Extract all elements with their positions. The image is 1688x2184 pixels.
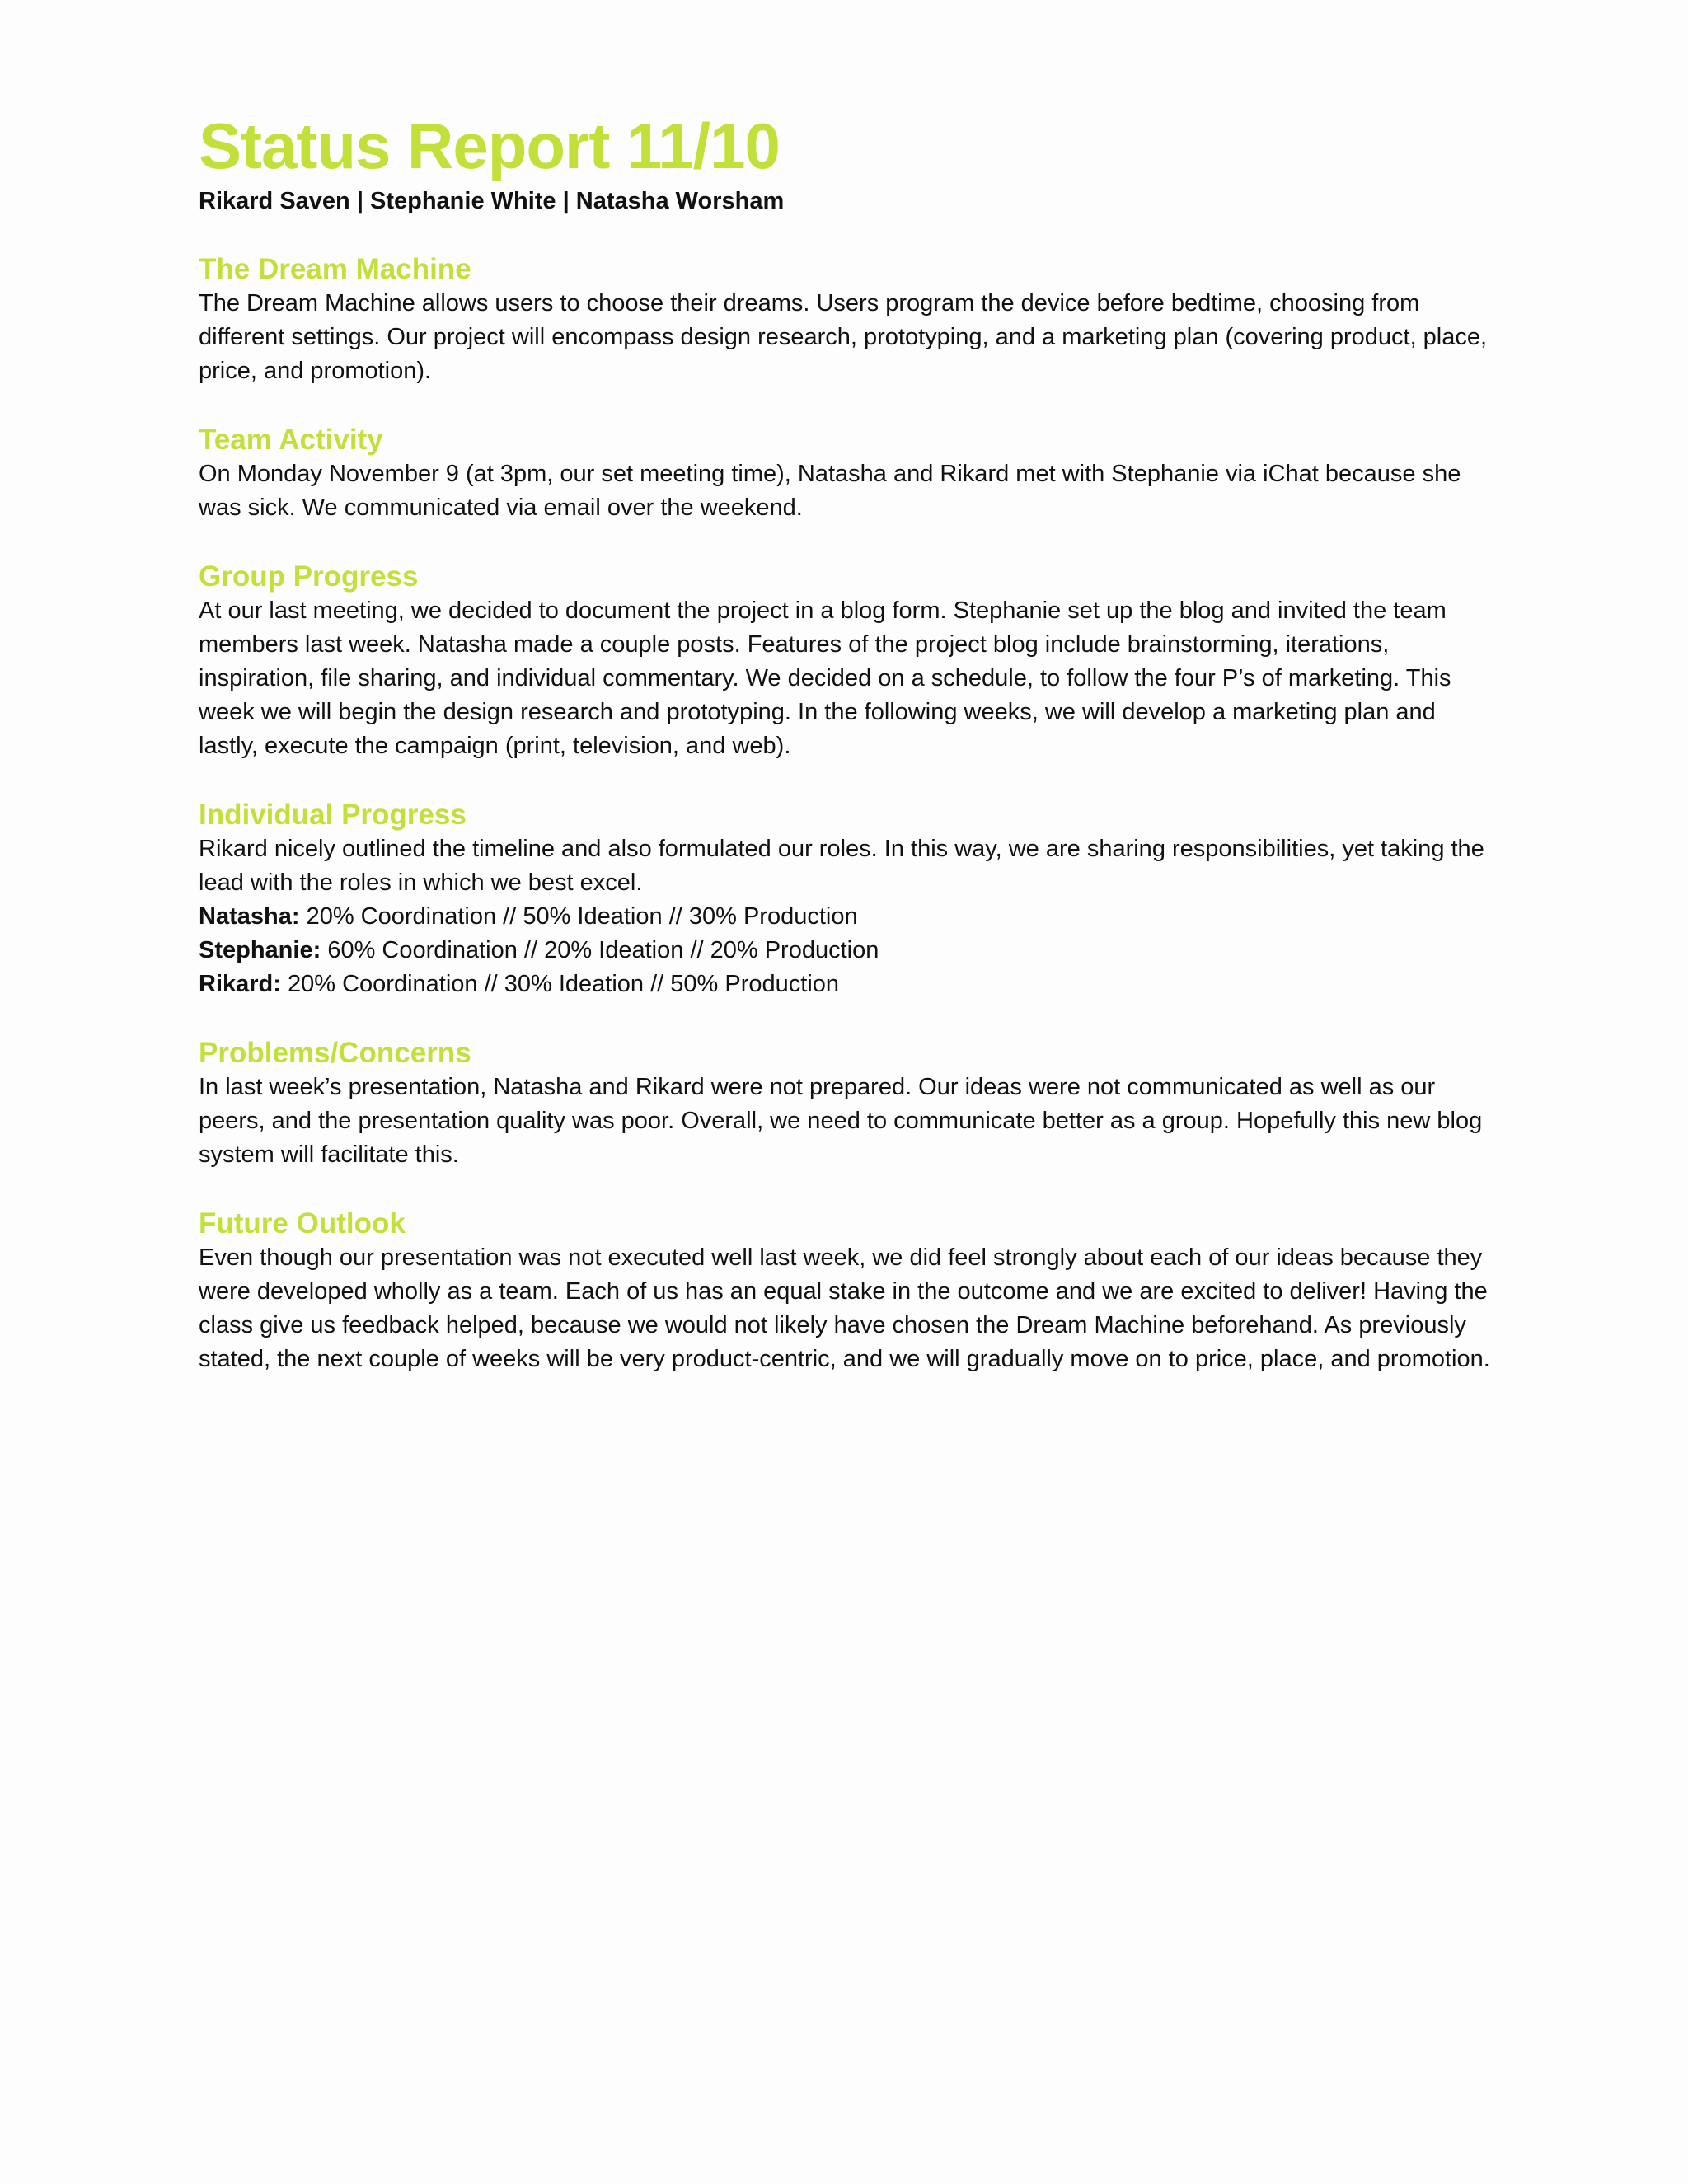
section-group-progress	[199, 560, 1501, 763]
role-name: Rikard:	[199, 971, 281, 997]
section-heading: Problems/Concerns	[199, 1037, 471, 1069]
author-list: Rikard Saven | Stephanie White | Natasha Worsham	[199, 188, 785, 214]
role-name: Natasha:	[199, 903, 300, 930]
section-heading: Team Activity	[199, 424, 383, 456]
role-split: 20% Coordination // 50% Ideation // 30% Production	[306, 903, 858, 930]
section-heading: The Dream Machine	[199, 253, 471, 285]
section-team-activity	[199, 423, 1501, 525]
section-body: At our last meeting, we decided to document the project in a blog form. Stephanie set up the blog and invited the team members last week. Natasha made a couple posts. Features of the project blog include brainstorming, iterations, inspiration, file sharing, and individual commentary. We decided on a schedule, to follow the four P’s of marketing. This week we will begin the design research and prototyping. In the following weeks, we will develop a marketing plan and lastly, execute the campaign (print, television, and web).	[199, 598, 1451, 759]
role-name: Stephanie:	[199, 937, 321, 963]
section-individual-progress	[199, 798, 1501, 1001]
role-split: 20% Coordination // 30% Ideation // 50% Production	[287, 971, 840, 997]
section-heading: Individual Progress	[199, 799, 467, 831]
section-heading: Future Outlook	[199, 1207, 406, 1240]
section-dream-machine	[199, 252, 1501, 388]
section-body: On Monday November 9 (at 3pm, our set meeting time), Natasha and Rikard met with Stephanie via iChat because she was sick. We communicated via email over the weekend.	[199, 461, 1461, 521]
document-page	[199, 107, 1501, 1376]
section-body: Even though our presentation was not executed well last week, we did feel strongly about each of our ideas because they were developed wholly as a team. Each of us has an equal stake in the outcome and we are excited to deliver! Having the class give us feedback helped, because we would not likely have chosen the Dream Machine beforehand. As previously stated, the next couple of weeks will be very product-centric, and we will gradually move on to price, place, and promotion.	[199, 1244, 1490, 1372]
section-heading: Group Progress	[199, 560, 419, 593]
section-body: Rikard nicely outlined the timeline and also formulated our roles. In this way, we are sharing responsibilities, yet taking the lead with the roles in which we best excel.	[199, 836, 1484, 896]
role-split-natasha	[199, 900, 1501, 934]
section-body: The Dream Machine allows users to choose their dreams. Users program the device before bedtime, choosing from different settings. Our project will encompass design research, prototyping, and a marketing plan (covering product, place, price, and promotion).	[199, 290, 1488, 384]
page-title: Status Report 11/10	[199, 110, 780, 182]
role-split-rikard	[199, 968, 1501, 1001]
section-future-outlook	[199, 1207, 1501, 1376]
role-split-stephanie	[199, 934, 1501, 968]
section-body: In last week’s presentation, Natasha and Rikard were not prepared. Our ideas were not communicated as well as our peers, and the presentation quality was poor. Overall, we need to communicate better as a group. Hopefully this new blog system will facilitate this.	[199, 1074, 1483, 1168]
section-problems-concerns	[199, 1036, 1501, 1172]
role-split: 60% Coordination // 20% Ideation // 20% Production	[327, 937, 879, 963]
